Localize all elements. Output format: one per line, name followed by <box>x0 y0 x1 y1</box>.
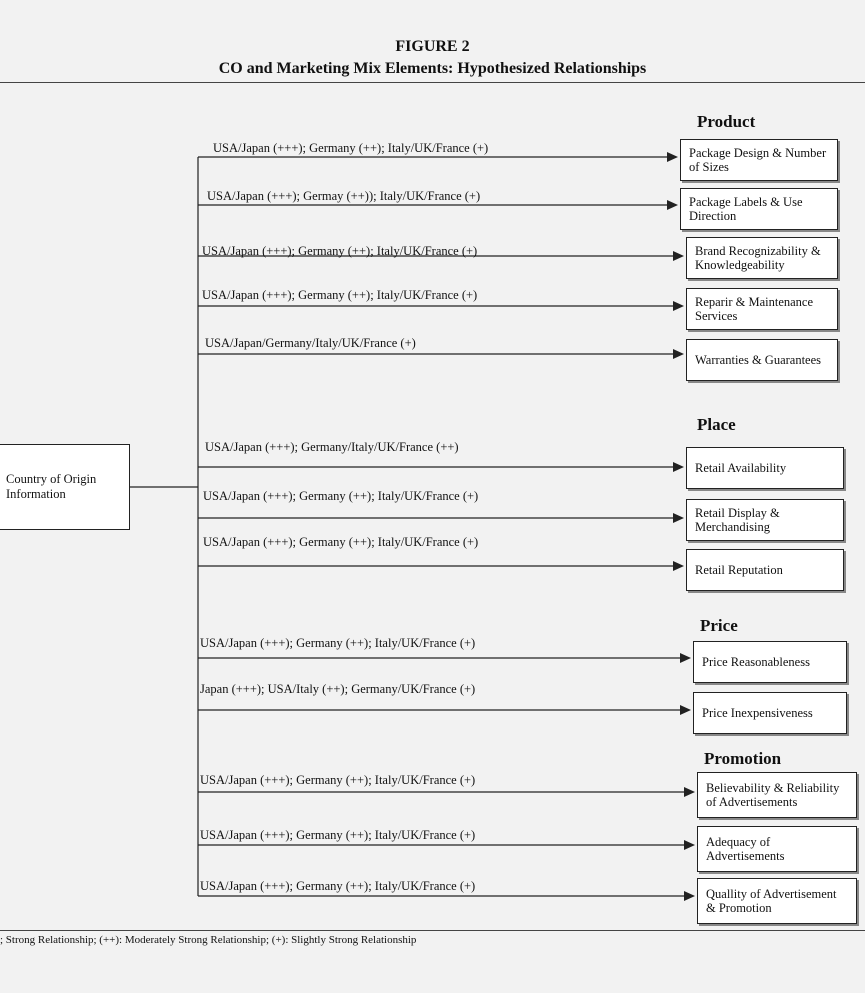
element-label: Warranties & Guarantees <box>695 353 822 367</box>
element-label: Retail Display & Merchandising <box>695 506 780 534</box>
element-box-warranties <box>686 339 838 381</box>
arrow-head <box>673 513 684 523</box>
arrow-head <box>673 349 684 359</box>
relationship-label: USA/Japan (+++); Germany (++); Italy/UK/France (+) <box>203 535 479 549</box>
arrow-head <box>673 301 684 311</box>
figure-title: CO and Marketing Mix Elements: Hypothesized Relationships <box>218 60 647 77</box>
arrow-head <box>684 891 695 901</box>
arrow-head <box>684 840 695 850</box>
element-label: Price Inexpensiveness <box>702 706 813 720</box>
element-box-retail-reputation <box>686 549 844 591</box>
country-of-origin-label: Country of Origin Information <box>6 472 97 501</box>
element-box-believability <box>697 772 857 818</box>
arrow-head <box>673 251 684 261</box>
arrow-head <box>684 787 695 797</box>
arrow-head <box>667 200 678 210</box>
relationship-label: USA/Japan (+++); Germany (++); Italy/UK/France (+) <box>200 636 476 650</box>
element-box-retail-display <box>686 499 844 541</box>
element-label: Brand Recognizability & Knowledgeability <box>695 244 821 272</box>
element-label: Package Design & Number of Sizes <box>689 146 827 174</box>
relationship-label: USA/Japan/Germany/Italy/UK/France (+) <box>205 336 416 350</box>
element-label: Package Labels & Use Direction <box>689 195 803 223</box>
relationship-label: USA/Japan (+++); Germany (++); Italy/UK/France (+) <box>213 141 489 155</box>
element-label: Price Reasonableness <box>702 655 810 669</box>
element-box-retail-availability <box>686 447 844 489</box>
arrow-head <box>673 462 684 472</box>
arrow-head <box>667 152 678 162</box>
relationship-label: USA/Japan (+++); Germany (++); Italy/UK/France (+) <box>202 244 478 258</box>
relationship-label: USA/Japan (+++); Germay (++)); Italy/UK/France (+) <box>207 189 481 203</box>
element-box-package-design <box>680 139 838 181</box>
relationship-label: USA/Japan (+++); Germany (++); Italy/UK/France (+) <box>203 489 479 503</box>
element-label: Believability & Reliability of Advertisements <box>706 781 840 809</box>
arrow-head <box>673 561 684 571</box>
relationship-label: USA/Japan (+++); Germany/Italy/UK/France (++) <box>205 440 459 454</box>
element-box-price-reasonableness <box>693 641 847 683</box>
element-box-quality <box>697 878 857 924</box>
element-label: Retail Reputation <box>695 563 783 577</box>
relationship-label: USA/Japan (+++); Germany (++); Italy/UK/France (+) <box>200 828 476 842</box>
element-label: Adequacy of Advertisements <box>706 835 785 863</box>
element-label: Reparir & Maintenance Services <box>695 295 814 323</box>
element-box-adequacy <box>697 826 857 872</box>
element-label: Quallity of Advertisement & Promotion <box>706 887 837 915</box>
arrow-head <box>680 705 691 715</box>
relationship-label: USA/Japan (+++); Germany (++); Italy/UK/France (+) <box>200 879 476 893</box>
legend: ; Strong Relationship; (++): Moderately Strong Relationship; (+): Slightly Strong Relationship <box>0 934 417 946</box>
element-box-price-inexpensiveness <box>693 692 847 734</box>
relationship-label: Japan (+++); USA/Italy (++); Germany/UK/France (+) <box>200 682 476 696</box>
element-box-brand-recognizability <box>686 237 838 279</box>
arrow-head <box>680 653 691 663</box>
relationship-label: USA/Japan (+++); Germany (++); Italy/UK/France (+) <box>202 288 478 302</box>
element-box-package-labels <box>680 188 838 230</box>
section-promotion: Promotion <box>704 749 782 768</box>
element-box-repair-services <box>686 288 838 330</box>
section-price: Price <box>700 616 738 635</box>
relationship-label: USA/Japan (+++); Germany (++); Italy/UK/France (+) <box>200 773 476 787</box>
figure-number: FIGURE 2 <box>395 38 470 55</box>
element-label: Retail Availability <box>695 461 787 475</box>
section-product: Product <box>697 112 756 131</box>
section-place: Place <box>697 415 736 434</box>
legend-rule <box>0 930 865 931</box>
